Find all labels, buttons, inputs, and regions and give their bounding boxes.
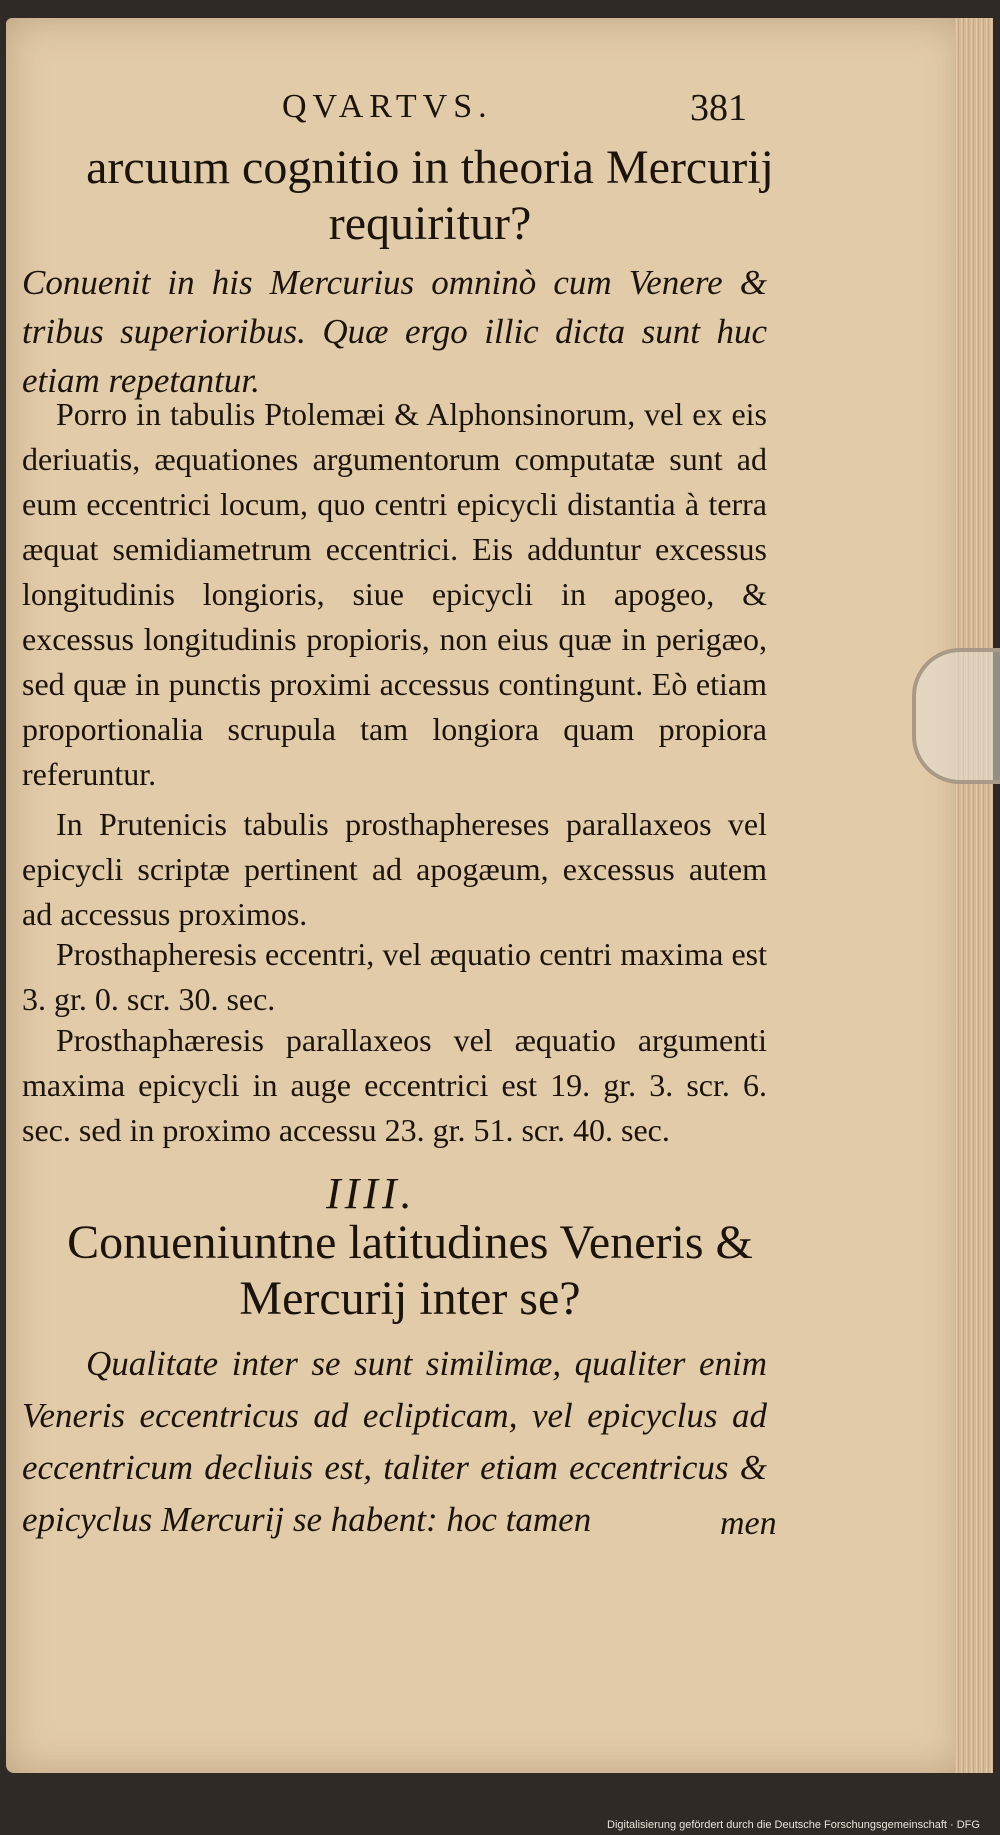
- answer-paragraph: Conuenit in his Mercurius omninò cum Venere & tribus superioribus. Quæ ergo illic dicta sunt huc etiam repetantur.: [22, 263, 767, 400]
- footer-credit: Digitalisierung gefördert durch die Deutsche Forschungsgemeinschaft · DFG: [607, 1819, 980, 1831]
- answer-paragraph: Qualitate inter se sunt similimæ, qualiter enim Veneris eccentricus ad eclipticam, vel epicyclus ad eccentricum decliuis est, taliter etiam eccentricus & epicyclus Mercurij se habent: hoc tamen: [22, 1344, 767, 1539]
- question-heading: Conueniuntne latitudines Veneris & Mercurij inter se?: [67, 1216, 753, 1325]
- body-paragraph: Porro in tabulis Ptolemæi & Alphonsinorum, vel ex eis deriuatis, æquationes argumentorum computatæ sunt ad eum eccentrici locum, quo centri epicycli distantia à terra æquat semidiametrum eccentrici. Eis adduntur excessus longitudinis longioris, siue epicycli in apogeo, & excessus longitudinis propioris, non eius quæ in perigæo, sed quæ in punctis proximi accessus contingunt. Eò etiam proportionalia scrupula tam longiora quam propiora referuntur.: [22, 396, 767, 792]
- body-paragraph: Prosthaphæresis parallaxeos vel æquatio argumenti maxima epicycli in auge eccentrici est 19. gr. 3. scr. 6. sec. sed in proximo accessu 23. gr. 51. scr. 40. sec.: [22, 1022, 767, 1148]
- book-clip: [912, 648, 1000, 784]
- running-title: QVARTVS.: [282, 88, 493, 125]
- section-number: IIII.: [326, 1169, 416, 1218]
- body-paragraph: In Prutenicis tabulis prosthaphereses parallaxeos vel epicycli scriptæ pertinent ad apogæum, excessus autem ad accessus proximos.: [22, 806, 767, 932]
- body-paragraph: Prosthapheresis eccentri, vel æquatio centri maxima est 3. gr. 0. scr. 30. sec.: [22, 936, 767, 1017]
- page-number: 381: [690, 87, 747, 129]
- question-heading: arcuum cognitio in theoria Mercurij requiritur?: [86, 141, 774, 250]
- catchword: men: [720, 1505, 777, 1542]
- page-edges: [955, 18, 993, 1773]
